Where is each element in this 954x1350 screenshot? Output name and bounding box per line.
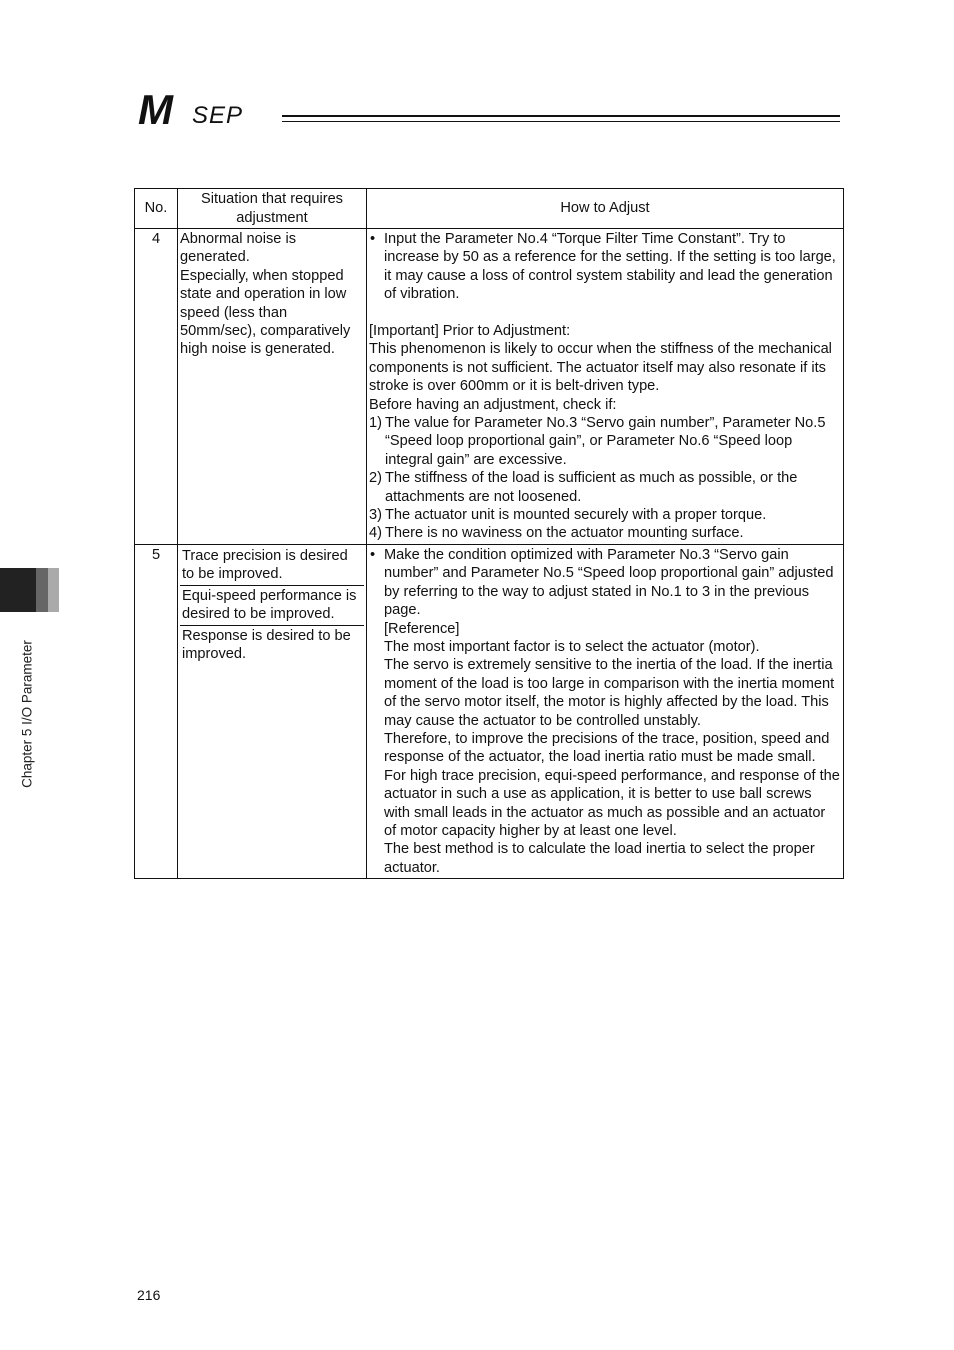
reference-paragraph: For high trace precision, equi-speed performance, and response of the actuator in such a use as application, it is better to use ball screws with small leads in the actuator as much as possible and an actuator of motor capacity higher by at least one level. <box>384 767 840 839</box>
check-number: 4) <box>369 525 382 542</box>
adjustment-table <box>134 188 844 879</box>
logo-m: M <box>138 86 171 133</box>
check-text: The actuator unit is mounted securely with a proper torque. <box>385 507 767 524</box>
check-item <box>369 524 841 542</box>
header-situation: Situation that requires adjustment <box>178 189 367 229</box>
reference-title: [Reference] <box>384 620 460 637</box>
header-rule-thin <box>282 121 840 122</box>
situation-cell <box>178 544 367 878</box>
check-text: The stiffness of the load is sufficient as much as possible, or the attachments are not loosened. <box>385 470 798 505</box>
chapter-tab-marker-mid <box>36 568 48 612</box>
table-row <box>135 544 844 878</box>
bullet-item <box>369 546 841 620</box>
check-intro: Before having an adjustment, check if: <box>369 396 617 413</box>
header-how: How to Adjust <box>367 189 844 229</box>
situation-text: Abnormal noise is generated. <box>180 231 296 266</box>
row-number: 4 <box>135 229 178 545</box>
reference-paragraph: The servo is extremely sensitive to the inertia of the load. If the inertia moment of the load is too large in comparison with the inertia moment of the servo motor itself, the motor is highly affected by the load. This may cause the actuator to be controlled unstably. <box>384 657 835 729</box>
how-to-adjust-cell <box>367 544 844 878</box>
bullet-text: Make the condition optimized with Parameter No.3 “Servo gain number” and Parameter No.5 “Speed loop proportional gain” adjusted by referring to the way to adjust stated in No.1 to 3 in the previous page. <box>384 546 834 619</box>
reference-paragraph: Therefore, to improve the precisions of the trace, position, speed and response of the actuator, the load inertia ratio must be made small. <box>384 730 830 766</box>
bullet-item <box>369 230 841 304</box>
reference-paragraph: The best method is to calculate the load inertia to select the proper actuator. <box>384 841 815 876</box>
chapter-tab-marker <box>0 568 36 612</box>
check-item <box>369 469 841 506</box>
check-item <box>369 414 841 469</box>
bullet-text: Input the Parameter No.4 “Torque Filter Time Constant”. Try to increase by 50 as a reference for the setting. If the setting is too large, it may cause a loss of control system stability and lead the generation of vibration. <box>384 231 836 303</box>
header-no: No. <box>135 189 178 229</box>
situation-text: Equi-speed performance is desired to be improved. <box>180 586 364 626</box>
check-item <box>369 506 841 524</box>
table-row <box>135 229 844 545</box>
header-rule-thick <box>282 115 840 117</box>
situation-cell <box>178 229 367 545</box>
check-number: 3) <box>369 507 382 524</box>
page-number: 216 <box>137 1287 161 1303</box>
situation-text: Trace precision is desired to be improved. <box>180 546 364 586</box>
important-title: [Important] Prior to Adjustment: <box>369 323 571 340</box>
how-to-adjust-cell <box>367 229 844 545</box>
chapter-tab-marker-light <box>48 568 59 612</box>
important-text: This phenomenon is likely to occur when the stiffness of the mechanical components is not sufficient. The actuator itself may also resonate if its stroke is over 600mm or it is belt-driven type. <box>369 341 832 395</box>
situation-text: Especially, when stopped state and operation in low speed (less than 50mm/sec), comparatively high noise is generated. <box>180 267 351 358</box>
bullet-icon: • <box>370 231 376 247</box>
chapter-label: Chapter 5 I/O Parameter <box>19 640 35 788</box>
check-text: There is no waviness on the actuator mounting surface. <box>385 525 744 542</box>
logo-sep: SEP <box>192 102 244 129</box>
check-text: The value for Parameter No.3 “Servo gain number”, Parameter No.5 “Speed loop proportional gain”, or Parameter No.6 “Speed loop integral gain” are excessive. <box>385 415 826 468</box>
check-number: 2) <box>369 470 382 487</box>
bullet-icon: • <box>370 546 376 563</box>
check-number: 1) <box>369 415 382 432</box>
situation-text: Response is desired to be improved. <box>182 627 351 662</box>
reference-paragraph: The most important factor is to select the actuator (motor). <box>384 638 760 655</box>
table-header-row <box>135 189 844 229</box>
row-number: 5 <box>135 544 178 878</box>
